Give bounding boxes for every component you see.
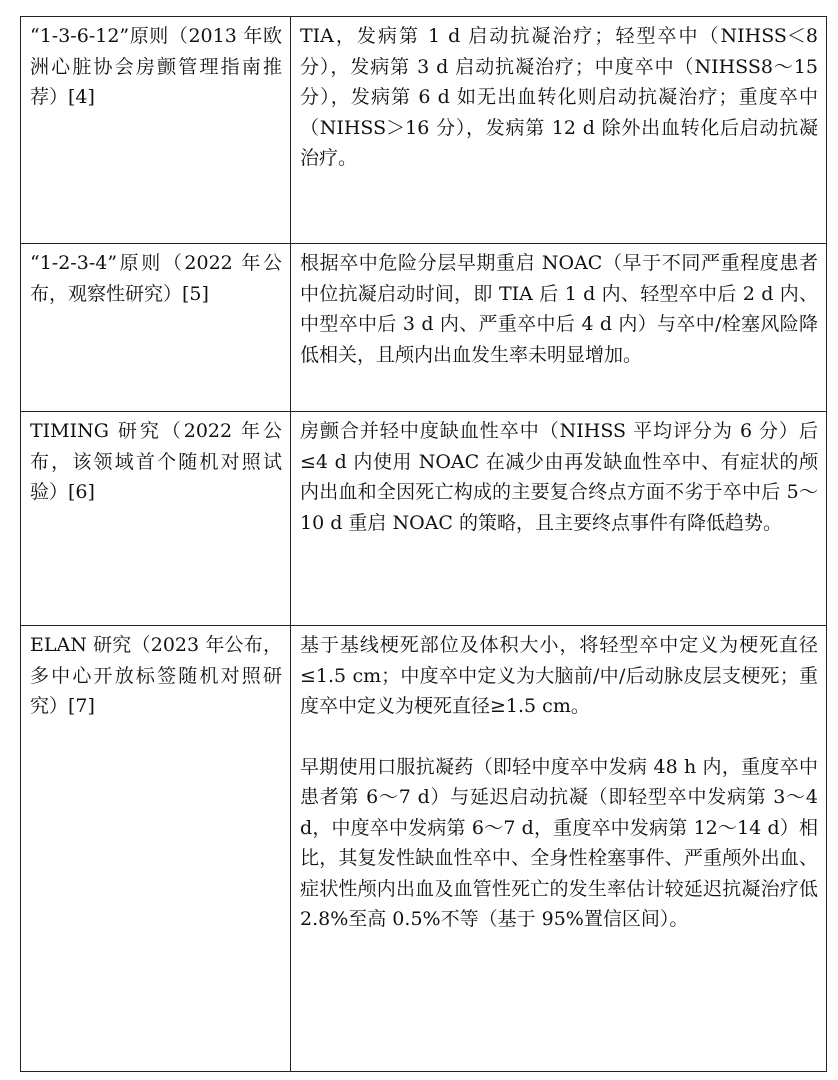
document-page xyxy=(20,16,826,1074)
content-cell xyxy=(291,626,827,1072)
table-row xyxy=(21,244,827,412)
table-row xyxy=(21,17,827,244)
source-text: “1-3-6-12”原则（2013 年欧洲心脏协会房颤管理指南推荐）[4] xyxy=(30,25,282,108)
source-cell xyxy=(21,412,291,626)
content-cell xyxy=(291,244,827,412)
content-text: 基于基线梗死部位及体积大小，将轻型卒中定义为梗死直径≤1.5 cm；中度卒中定义为大脑前/中/后动脉皮层支梗死；重度卒中定义为梗死直径≥1.5 cm。 xyxy=(300,634,818,717)
content-cell xyxy=(291,412,827,626)
source-text: TIMING 研究（2022 年公布，该领域首个随机对照试验）[6] xyxy=(30,420,282,503)
table-row xyxy=(21,626,827,1072)
paragraph-spacer xyxy=(300,722,818,752)
source-text: ELAN 研究（2023 年公布，多中心开放标签随机对照研究）[7] xyxy=(30,634,282,717)
source-cell xyxy=(21,17,291,244)
evidence-table xyxy=(20,16,827,1072)
content-text: 房颤合并轻中度缺血性卒中（NIHSS 平均评分为 6 分）后≤4 d 内使用 NOAC 在减少由再发缺血性卒中、有症状的颅内出血和全因死亡构成的主要复合终点方面不劣于卒中后 5～10 d 重启 NOAC 的策略，且主要终点事件有降低趋势。 xyxy=(300,420,818,534)
source-cell xyxy=(21,626,291,1072)
content-cell xyxy=(291,17,827,244)
source-cell xyxy=(21,244,291,412)
table-row xyxy=(21,412,827,626)
source-text: “1-2-3-4”原则（2022 年公布，观察性研究）[5] xyxy=(30,252,282,305)
content-text: TIA，发病第 1 d 启动抗凝治疗；轻型卒中（NIHSS＜8 分），发病第 3 d 启动抗凝治疗；中度卒中（NIHSS8～15 分），发病第 6 d 如无出血转化则启动抗凝治疗；重度卒中（NIHSS＞16 分），发病第 12 d 除外出血转化后启动抗凝治疗。 xyxy=(300,25,818,169)
content-text: 早期使用口服抗凝药（即轻中度卒中发病 48 h 内，重度卒中患者第 6～7 d）与延迟启动抗凝（即轻型卒中发病第 3～4 d，中度卒中发病第 6～7 d，重度卒中发病第 12～14 d）相比，其复发性缺血性卒中、全身性栓塞事件、严重颅外出血、症状性颅内出血及血管性死亡的发生率估计较延迟抗凝治疗低 2.8%至高 0.5%不等（基于 95%置信区间）。 xyxy=(300,755,818,930)
content-text: 根据卒中危险分层早期重启 NOAC（早于不同严重程度患者中位抗凝启动时间，即 TIA 后 1 d 内、轻型卒中后 2 d 内、中型卒中后 3 d 内、严重卒中后 4 d 内）与卒中/栓塞风险降低相关，且颅内出血发生率未明显增加。 xyxy=(300,252,818,366)
